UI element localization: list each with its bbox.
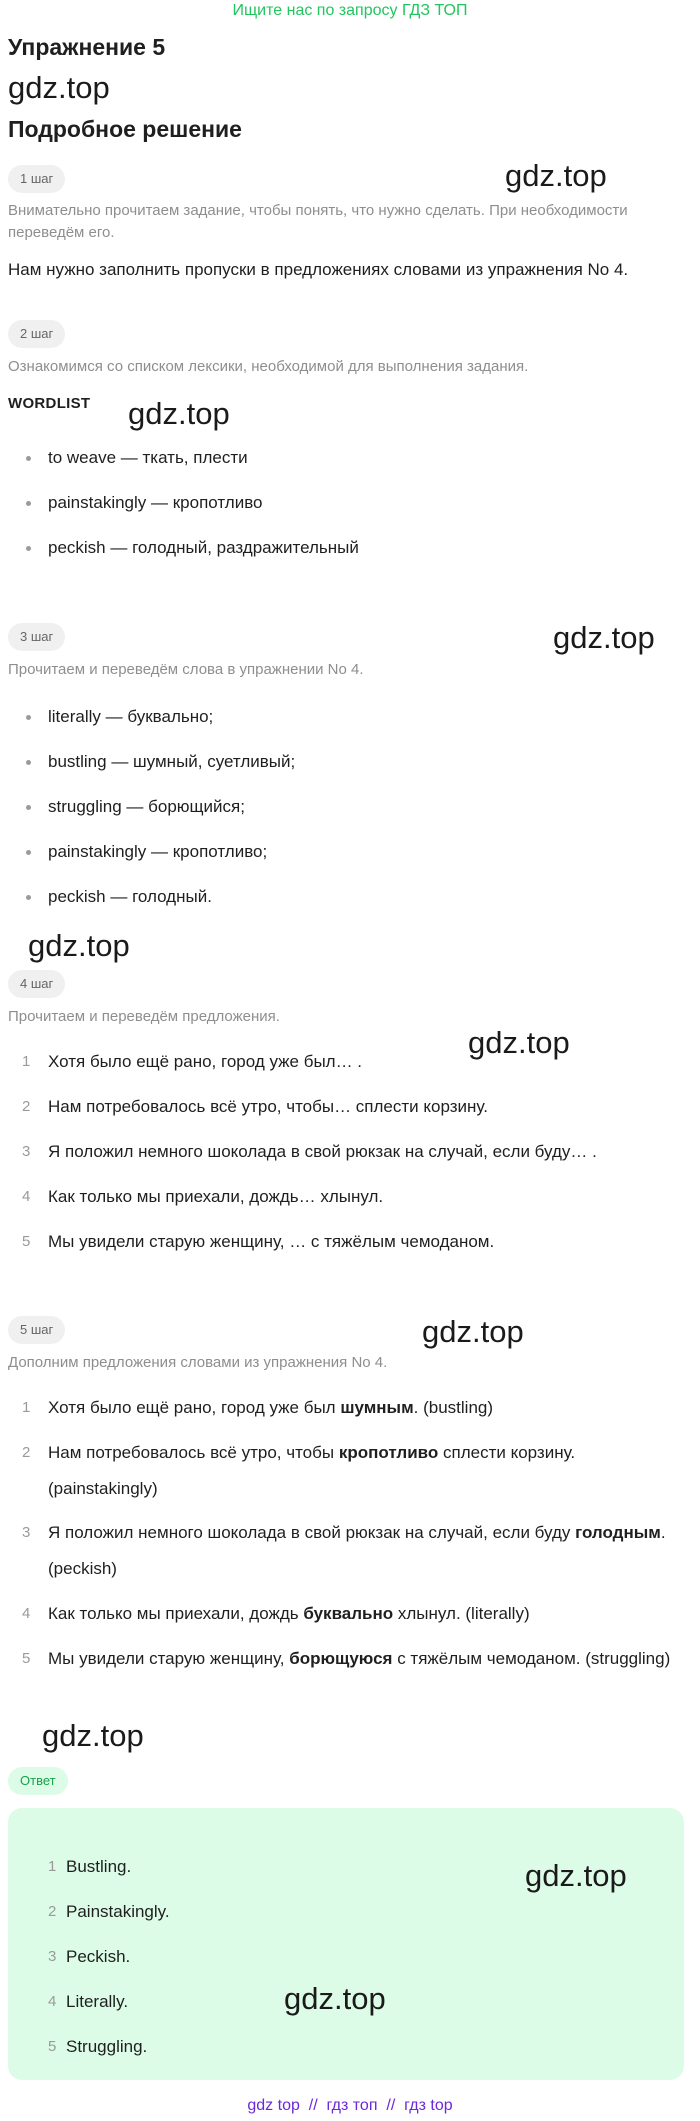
step-5-description: Дополним предложения словами из упражнения No 4.: [8, 1354, 388, 1371]
sentence-text: . (bustling): [413, 1398, 494, 1417]
answer-text: Peckish.: [66, 1947, 131, 1966]
item-number: 1: [22, 1053, 31, 1070]
watermark: gdz.top: [42, 1718, 144, 1753]
bullet-icon: [26, 715, 31, 720]
sentence-text: сплести корзину. (painstakingly): [48, 1443, 576, 1498]
watermark: gdz.top: [128, 396, 230, 431]
wordlist-heading: WORDLIST: [8, 395, 91, 412]
step-1-text: Нам нужно заполнить пропуски в предложениях словами из упражнения No 4.: [8, 260, 629, 279]
item-number: 3: [22, 1143, 31, 1160]
answer-label: Ответ: [8, 1767, 68, 1795]
sentence-text: Как только мы приехали, дождь… хлынул.: [48, 1187, 384, 1206]
bullet-icon: [26, 456, 31, 461]
filled-word: буквально: [303, 1604, 394, 1623]
answer-text: Painstakingly.: [66, 1902, 170, 1921]
list-item-text: to weave — ткать, плести: [48, 448, 248, 467]
list-item-text: painstakingly — кропотливо: [48, 493, 263, 512]
step-1-label: 1 шаг: [8, 165, 65, 193]
filled-word: борющуюся: [289, 1649, 393, 1668]
filled-word: голодным: [575, 1523, 661, 1542]
bullet-icon: [26, 805, 31, 810]
watermark: gdz.top: [505, 158, 607, 193]
watermark: gdz.top: [468, 1025, 570, 1060]
sentence-text: Мы увидели старую женщину,: [48, 1649, 290, 1668]
item-number: 1: [22, 1399, 31, 1416]
item-number: 2: [48, 1903, 57, 1920]
step-5-label: 5 шаг: [8, 1316, 65, 1344]
answer-text: Bustling.: [66, 1857, 132, 1876]
bullet-icon: [26, 546, 31, 551]
step-3-label: 3 шаг: [8, 623, 65, 651]
list-item-text: struggling — борющийся;: [48, 797, 245, 816]
item-number: 3: [22, 1524, 31, 1541]
watermark: gdz.top: [28, 928, 130, 963]
step-1-description: Внимательно прочитаем задание, чтобы понять, что нужно сделать. При необходимости переведём его.: [8, 202, 628, 241]
item-number: 4: [48, 1993, 57, 2010]
sentence-text: Мы увидели старую женщину, … с тяжёлым чемоданом.: [48, 1232, 495, 1251]
watermark: gdz.top: [422, 1314, 524, 1349]
list-item-text: literally — буквально;: [48, 707, 214, 726]
sentence-text: с тяжёлым чемоданом. (struggling): [392, 1649, 671, 1668]
step-3-description: Прочитаем и переведём слова в упражнении No 4.: [8, 661, 364, 678]
step-4-label: 4 шаг: [8, 970, 65, 998]
sentence-text: Хотя было ещё рано, город уже был: [48, 1398, 341, 1417]
list-item-text: peckish — голодный.: [48, 887, 212, 906]
sentence-text: хлынул. (literally): [393, 1604, 530, 1623]
footer-links[interactable]: gdz top // гдз топ // гдз top: [247, 2097, 453, 2114]
step-4-description: Прочитаем и переведём предложения.: [8, 1008, 280, 1025]
bullet-icon: [26, 850, 31, 855]
section-title: Подробное решение: [8, 116, 242, 142]
item-number: 5: [22, 1650, 31, 1667]
item-number: 5: [48, 2038, 57, 2055]
step-2-label: 2 шаг: [8, 320, 65, 348]
item-number: 1: [48, 1858, 57, 1875]
sentence-text: Я положил немного шоколада в свой рюкзак на случай, если буду… .: [48, 1142, 597, 1161]
sentence-text: Нам потребовалось всё утро, чтобы… сплести корзину.: [48, 1097, 488, 1116]
sentence-text: Как только мы приехали, дождь: [48, 1604, 304, 1623]
bullet-icon: [26, 760, 31, 765]
filled-word: шумным: [340, 1398, 414, 1417]
list-item-text: peckish — голодный, раздражительный: [48, 538, 359, 557]
watermark: gdz.top: [8, 70, 110, 105]
watermark: gdz.top: [525, 1858, 627, 1893]
step-2-description: Ознакомимся со списком лексики, необходимой для выполнения задания.: [8, 358, 529, 375]
filled-word: кропотливо: [338, 1443, 439, 1462]
watermark: gdz.top: [553, 620, 655, 655]
item-number: 3: [48, 1948, 57, 1965]
item-number: 4: [22, 1188, 31, 1205]
item-number: 5: [22, 1233, 31, 1250]
sentence-text: Хотя было ещё рано, город уже был… .: [48, 1052, 363, 1071]
sentence-text: Нам потребовалось всё утро, чтобы: [48, 1443, 339, 1462]
item-number: 2: [22, 1098, 31, 1115]
item-number: 4: [22, 1605, 31, 1622]
list-item-text: painstakingly — кропотливо;: [48, 842, 268, 861]
item-number: 2: [22, 1444, 31, 1461]
sentence-text: Я положил немного шоколада в свой рюкзак на случай, если буду: [48, 1523, 576, 1542]
watermark: gdz.top: [284, 1981, 386, 2016]
search-banner[interactable]: Ищите нас по запросу ГДЗ ТОП: [232, 2, 468, 19]
bullet-icon: [26, 501, 31, 506]
bullet-icon: [26, 895, 31, 900]
page-title: Упражнение 5: [8, 34, 166, 60]
answer-text: Literally.: [66, 1992, 129, 2011]
answer-text: Struggling.: [66, 2037, 148, 2056]
sentence-text: . (peckish): [48, 1523, 666, 1578]
list-item-text: bustling — шумный, суетливый;: [48, 752, 296, 771]
